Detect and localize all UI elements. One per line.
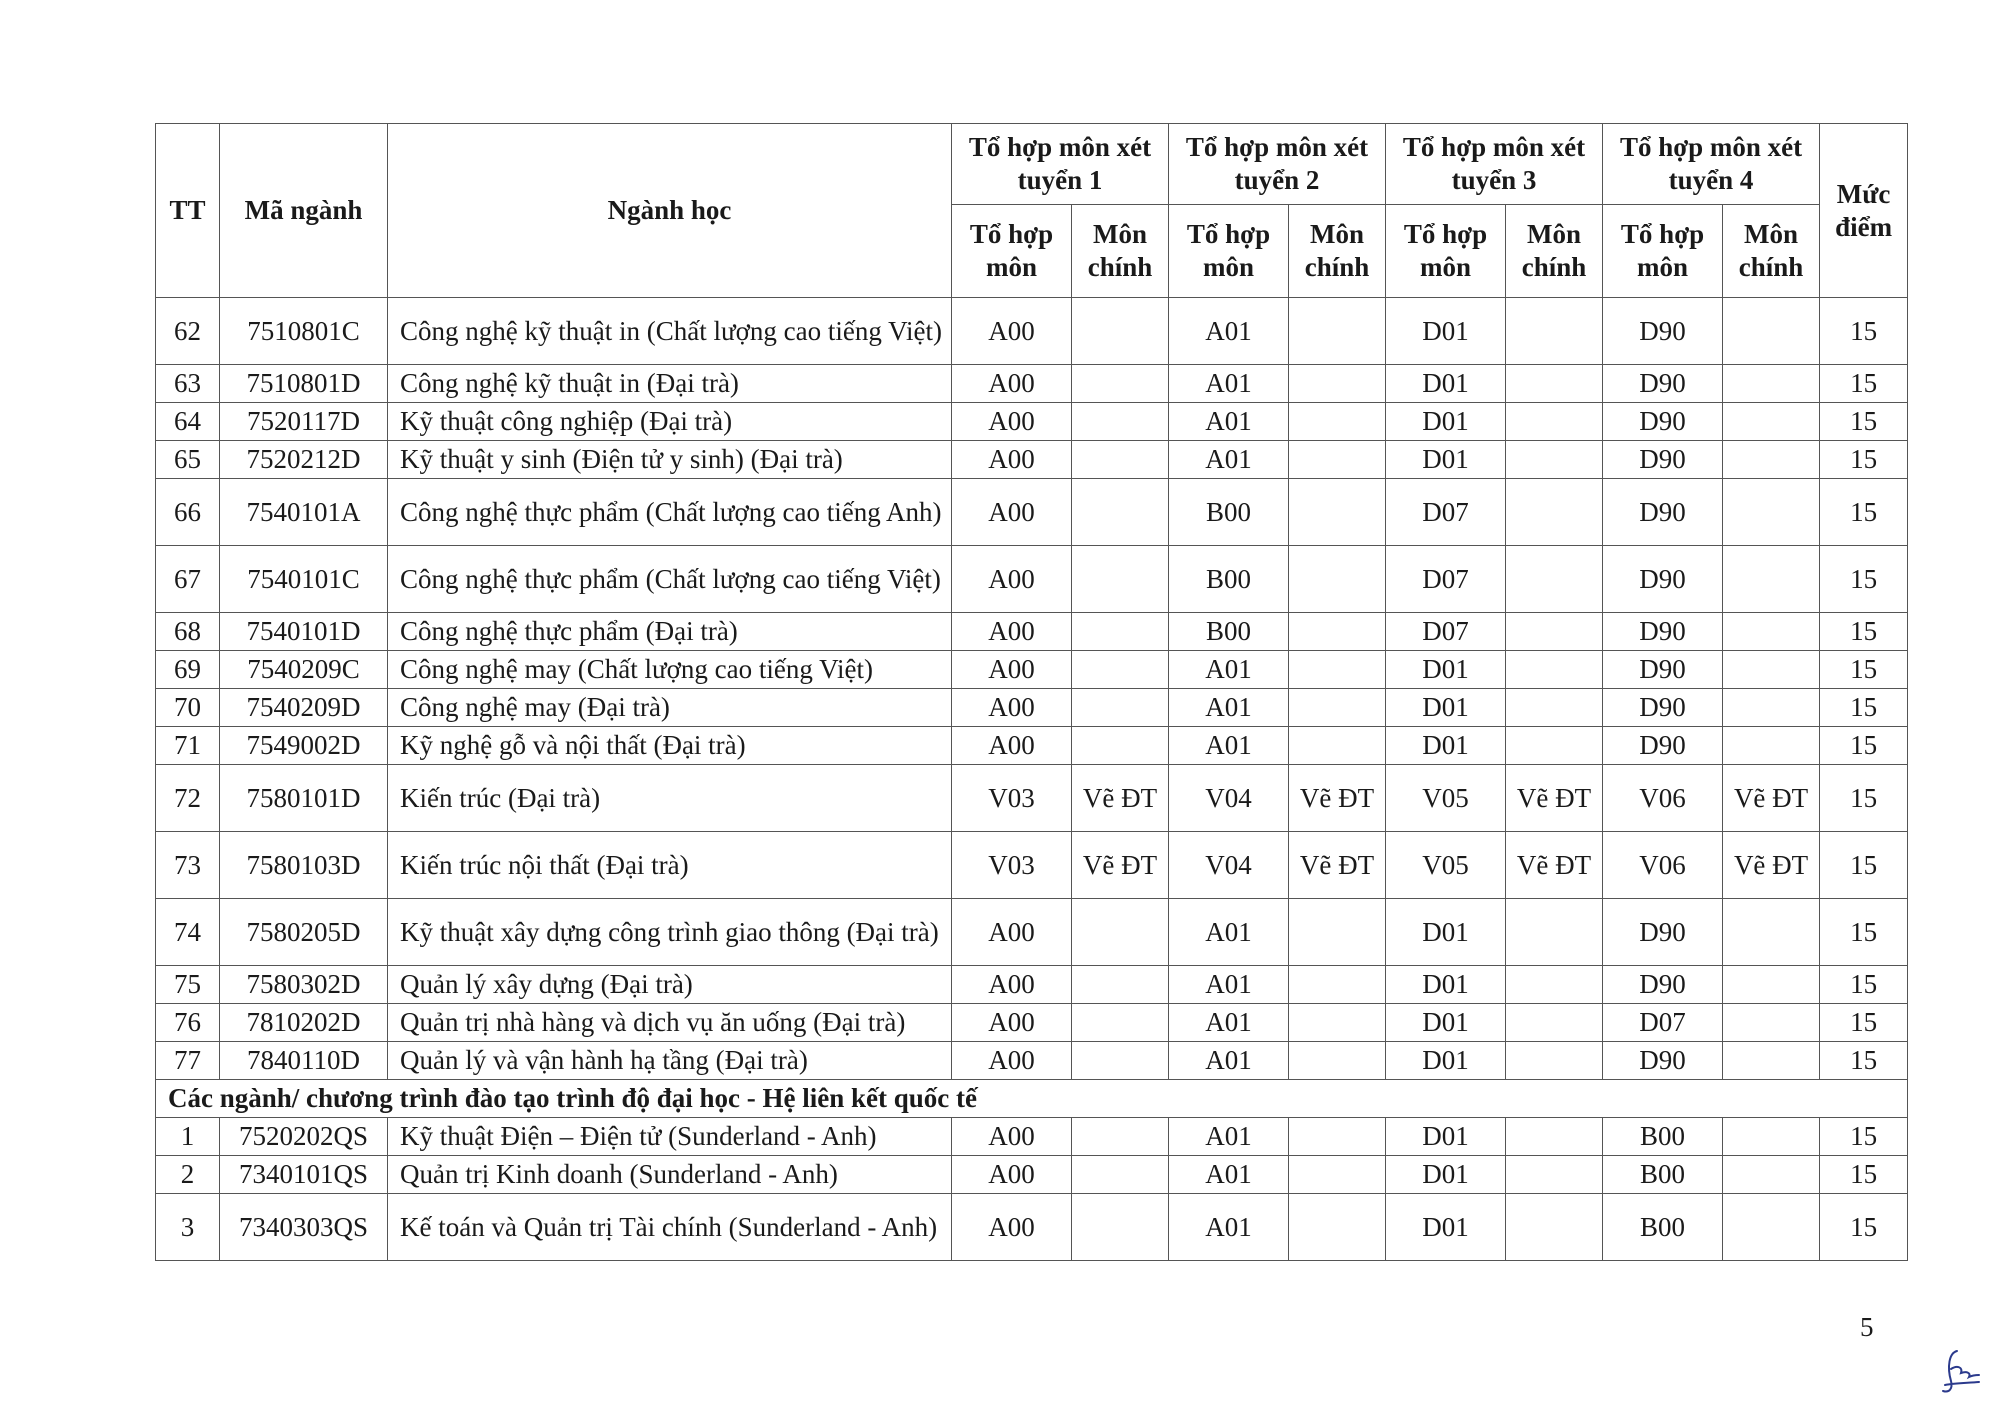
row-main-4 — [1723, 1004, 1820, 1042]
row-main-1 — [1072, 479, 1169, 546]
row-major: Công nghệ thực phẩm (Đại trà) — [388, 613, 952, 651]
row-main-3 — [1506, 441, 1603, 479]
row-combo-1: A00 — [952, 651, 1072, 689]
row-combo-3: D01 — [1386, 966, 1506, 1004]
row-main-3 — [1506, 651, 1603, 689]
row-tt: 76 — [156, 1004, 220, 1042]
row-main-4 — [1723, 966, 1820, 1004]
row-tt: 69 — [156, 651, 220, 689]
row-combo-4: V06 — [1603, 832, 1723, 899]
row-major: Kỹ thuật xây dựng công trình giao thông (Đại trà) — [388, 899, 952, 966]
header-combo-3: Tổ hợp môn — [1386, 205, 1506, 298]
row-code: 7540209D — [220, 689, 388, 727]
table-row — [156, 1156, 1908, 1194]
row-major: Quản lý xây dựng (Đại trà) — [388, 966, 952, 1004]
header-tt: TT — [156, 124, 220, 298]
row-main-3 — [1506, 613, 1603, 651]
header-row-1 — [156, 124, 1908, 205]
row-code: 7540101D — [220, 613, 388, 651]
admission-table — [155, 123, 1908, 1261]
row-tt: 65 — [156, 441, 220, 479]
row-combo-2: A01 — [1169, 1194, 1289, 1261]
row-main-1 — [1072, 966, 1169, 1004]
row-main-1 — [1072, 1156, 1169, 1194]
row-main-3 — [1506, 365, 1603, 403]
header-main-1: Môn chính — [1072, 205, 1169, 298]
table-row — [156, 651, 1908, 689]
row-tt: 75 — [156, 966, 220, 1004]
row-combo-3: D01 — [1386, 365, 1506, 403]
row-combo-4: D90 — [1603, 546, 1723, 613]
row-combo-2: B00 — [1169, 479, 1289, 546]
row-combo-1: A00 — [952, 1194, 1072, 1261]
row-tt: 73 — [156, 832, 220, 899]
row-combo-4: D90 — [1603, 479, 1723, 546]
row-score: 15 — [1820, 899, 1908, 966]
row-major: Công nghệ may (Đại trà) — [388, 689, 952, 727]
row-major: Kỹ nghệ gỗ và nội thất (Đại trà) — [388, 727, 952, 765]
row-major: Kỹ thuật công nghiệp (Đại trà) — [388, 403, 952, 441]
row-combo-1: V03 — [952, 832, 1072, 899]
row-code: 7520202QS — [220, 1118, 388, 1156]
row-tt: 67 — [156, 546, 220, 613]
row-main-3 — [1506, 403, 1603, 441]
row-main-1 — [1072, 546, 1169, 613]
header-group-1: Tổ hợp môn xét tuyển 1 — [952, 124, 1169, 205]
row-combo-4: D90 — [1603, 689, 1723, 727]
row-main-4 — [1723, 298, 1820, 365]
row-tt: 64 — [156, 403, 220, 441]
row-code: 7549002D — [220, 727, 388, 765]
row-combo-1: V03 — [952, 765, 1072, 832]
table-row — [156, 403, 1908, 441]
row-main-3: Vẽ ĐT — [1506, 765, 1603, 832]
row-combo-2: A01 — [1169, 403, 1289, 441]
row-main-2 — [1289, 727, 1386, 765]
row-combo-2: A01 — [1169, 727, 1289, 765]
row-combo-4: B00 — [1603, 1118, 1723, 1156]
row-code: 7520117D — [220, 403, 388, 441]
row-combo-2: B00 — [1169, 546, 1289, 613]
row-main-2 — [1289, 479, 1386, 546]
table-row — [156, 832, 1908, 899]
row-main-2 — [1289, 1118, 1386, 1156]
row-score: 15 — [1820, 966, 1908, 1004]
row-combo-3: D01 — [1386, 651, 1506, 689]
row-score: 15 — [1820, 689, 1908, 727]
row-combo-4: D90 — [1603, 365, 1723, 403]
header-group-3: Tổ hợp môn xét tuyển 3 — [1386, 124, 1603, 205]
table-row — [156, 727, 1908, 765]
row-main-4 — [1723, 651, 1820, 689]
row-score: 15 — [1820, 441, 1908, 479]
row-combo-3: D01 — [1386, 1156, 1506, 1194]
table-row — [156, 441, 1908, 479]
row-major: Công nghệ kỹ thuật in (Đại trà) — [388, 365, 952, 403]
table-row — [156, 365, 1908, 403]
row-combo-1: A00 — [952, 1118, 1072, 1156]
page-number: 5 — [1860, 1312, 1874, 1342]
row-combo-1: A00 — [952, 365, 1072, 403]
row-tt: 62 — [156, 298, 220, 365]
row-score: 15 — [1820, 651, 1908, 689]
row-main-3: Vẽ ĐT — [1506, 832, 1603, 899]
intl-table-body — [156, 1118, 1908, 1261]
row-code: 7510801C — [220, 298, 388, 365]
header-combo-2: Tổ hợp môn — [1169, 205, 1289, 298]
row-main-1 — [1072, 899, 1169, 966]
row-combo-2: V04 — [1169, 832, 1289, 899]
row-major: Kiến trúc (Đại trà) — [388, 765, 952, 832]
table-row — [156, 1042, 1908, 1080]
header-main-2: Môn chính — [1289, 205, 1386, 298]
row-combo-4: D90 — [1603, 1042, 1723, 1080]
row-tt: 3 — [156, 1194, 220, 1261]
row-combo-2: A01 — [1169, 298, 1289, 365]
row-combo-3: D01 — [1386, 899, 1506, 966]
row-score: 15 — [1820, 298, 1908, 365]
row-main-3 — [1506, 966, 1603, 1004]
row-combo-3: D01 — [1386, 403, 1506, 441]
row-main-3 — [1506, 1194, 1603, 1261]
row-main-2 — [1289, 689, 1386, 727]
row-main-3 — [1506, 689, 1603, 727]
row-main-2 — [1289, 546, 1386, 613]
row-combo-3: D07 — [1386, 479, 1506, 546]
table-row — [156, 298, 1908, 365]
signature-mark — [1935, 1345, 1983, 1400]
row-main-2 — [1289, 298, 1386, 365]
row-combo-4: V06 — [1603, 765, 1723, 832]
row-combo-2: A01 — [1169, 1042, 1289, 1080]
row-combo-2: B00 — [1169, 613, 1289, 651]
row-main-3 — [1506, 1118, 1603, 1156]
row-combo-1: A00 — [952, 479, 1072, 546]
row-main-3 — [1506, 727, 1603, 765]
table-body — [156, 298, 1908, 1080]
row-score: 15 — [1820, 1156, 1908, 1194]
row-major: Kỹ thuật Điện – Điện tử (Sunderland - Anh) — [388, 1118, 952, 1156]
row-main-3 — [1506, 546, 1603, 613]
row-main-1 — [1072, 1194, 1169, 1261]
row-score: 15 — [1820, 546, 1908, 613]
row-main-4 — [1723, 899, 1820, 966]
row-main-1 — [1072, 613, 1169, 651]
header-group-4: Tổ hợp môn xét tuyển 4 — [1603, 124, 1820, 205]
row-main-1 — [1072, 1042, 1169, 1080]
row-major: Công nghệ may (Chất lượng cao tiếng Việt) — [388, 651, 952, 689]
row-score: 15 — [1820, 765, 1908, 832]
row-tt: 2 — [156, 1156, 220, 1194]
row-main-4 — [1723, 365, 1820, 403]
row-combo-4: D90 — [1603, 899, 1723, 966]
row-score: 15 — [1820, 1004, 1908, 1042]
row-combo-3: D07 — [1386, 546, 1506, 613]
row-main-4 — [1723, 479, 1820, 546]
row-main-4 — [1723, 1194, 1820, 1261]
row-main-4 — [1723, 403, 1820, 441]
row-code: 7580205D — [220, 899, 388, 966]
row-combo-4: B00 — [1603, 1156, 1723, 1194]
row-code: 7540101A — [220, 479, 388, 546]
row-combo-4: D90 — [1603, 613, 1723, 651]
table-row — [156, 966, 1908, 1004]
row-major: Quản lý và vận hành hạ tầng (Đại trà) — [388, 1042, 952, 1080]
row-main-3 — [1506, 298, 1603, 365]
row-main-2 — [1289, 403, 1386, 441]
row-combo-3: D07 — [1386, 613, 1506, 651]
row-main-1 — [1072, 298, 1169, 365]
row-tt: 72 — [156, 765, 220, 832]
row-code: 7540209C — [220, 651, 388, 689]
table-row — [156, 689, 1908, 727]
row-combo-1: A00 — [952, 441, 1072, 479]
row-score: 15 — [1820, 1118, 1908, 1156]
row-main-1 — [1072, 1004, 1169, 1042]
table-row — [156, 1004, 1908, 1042]
row-combo-4: D90 — [1603, 298, 1723, 365]
row-combo-1: A00 — [952, 613, 1072, 651]
row-main-2 — [1289, 1004, 1386, 1042]
row-main-1 — [1072, 651, 1169, 689]
row-main-1 — [1072, 689, 1169, 727]
row-combo-2: A01 — [1169, 689, 1289, 727]
table-row — [156, 613, 1908, 651]
row-main-4 — [1723, 727, 1820, 765]
row-combo-3: V05 — [1386, 765, 1506, 832]
row-combo-1: A00 — [952, 689, 1072, 727]
row-combo-3: D01 — [1386, 1004, 1506, 1042]
row-combo-2: V04 — [1169, 765, 1289, 832]
row-major: Kiến trúc nội thất (Đại trà) — [388, 832, 952, 899]
row-main-4 — [1723, 689, 1820, 727]
row-main-1 — [1072, 403, 1169, 441]
row-code: 7510801D — [220, 365, 388, 403]
row-main-4 — [1723, 613, 1820, 651]
row-combo-2: A01 — [1169, 899, 1289, 966]
row-main-2 — [1289, 1194, 1386, 1261]
row-combo-3: D01 — [1386, 1118, 1506, 1156]
header-main-4: Môn chính — [1723, 205, 1820, 298]
row-major: Công nghệ thực phẩm (Chất lượng cao tiếng Anh) — [388, 479, 952, 546]
row-main-4 — [1723, 1156, 1820, 1194]
row-combo-1: A00 — [952, 899, 1072, 966]
header-group-2: Tổ hợp môn xét tuyển 2 — [1169, 124, 1386, 205]
row-main-2: Vẽ ĐT — [1289, 765, 1386, 832]
row-combo-1: A00 — [952, 1004, 1072, 1042]
row-combo-1: A00 — [952, 966, 1072, 1004]
row-code: 7340303QS — [220, 1194, 388, 1261]
row-combo-2: A01 — [1169, 966, 1289, 1004]
row-main-3 — [1506, 899, 1603, 966]
row-major: Công nghệ thực phẩm (Chất lượng cao tiếng Việt) — [388, 546, 952, 613]
row-code: 7580103D — [220, 832, 388, 899]
row-score: 15 — [1820, 613, 1908, 651]
row-main-1: Vẽ ĐT — [1072, 765, 1169, 832]
row-code: 7340101QS — [220, 1156, 388, 1194]
row-main-4 — [1723, 1118, 1820, 1156]
row-combo-3: D01 — [1386, 1194, 1506, 1261]
row-combo-1: A00 — [952, 546, 1072, 613]
header-combo-1: Tổ hợp môn — [952, 205, 1072, 298]
table-row — [156, 899, 1908, 966]
row-score: 15 — [1820, 727, 1908, 765]
row-tt: 66 — [156, 479, 220, 546]
row-code: 7580101D — [220, 765, 388, 832]
row-major: Kỹ thuật y sinh (Điện tử y sinh) (Đại trà) — [388, 441, 952, 479]
row-main-3 — [1506, 1042, 1603, 1080]
row-combo-3: D01 — [1386, 689, 1506, 727]
row-main-1 — [1072, 1118, 1169, 1156]
row-major: Quản trị nhà hàng và dịch vụ ăn uống (Đại trà) — [388, 1004, 952, 1042]
header-main-3: Môn chính — [1506, 205, 1603, 298]
row-main-2: Vẽ ĐT — [1289, 832, 1386, 899]
header-combo-4: Tổ hợp môn — [1603, 205, 1723, 298]
row-combo-1: A00 — [952, 727, 1072, 765]
row-code: 7840110D — [220, 1042, 388, 1080]
row-score: 15 — [1820, 403, 1908, 441]
table-row — [156, 479, 1908, 546]
table-row — [156, 546, 1908, 613]
row-combo-1: A00 — [952, 403, 1072, 441]
section-row — [156, 1080, 1908, 1118]
row-combo-2: A01 — [1169, 651, 1289, 689]
row-tt: 71 — [156, 727, 220, 765]
row-combo-4: D07 — [1603, 1004, 1723, 1042]
row-main-4 — [1723, 1042, 1820, 1080]
row-combo-3: V05 — [1386, 832, 1506, 899]
row-major: Quản trị Kinh doanh (Sunderland - Anh) — [388, 1156, 952, 1194]
row-main-2 — [1289, 441, 1386, 479]
row-combo-4: D90 — [1603, 403, 1723, 441]
row-main-2 — [1289, 966, 1386, 1004]
row-main-3 — [1506, 1156, 1603, 1194]
row-main-4: Vẽ ĐT — [1723, 765, 1820, 832]
row-code: 7580302D — [220, 966, 388, 1004]
row-tt: 77 — [156, 1042, 220, 1080]
row-main-3 — [1506, 479, 1603, 546]
row-combo-4: D90 — [1603, 651, 1723, 689]
row-code: 7810202D — [220, 1004, 388, 1042]
row-combo-2: A01 — [1169, 441, 1289, 479]
row-combo-1: A00 — [952, 298, 1072, 365]
row-main-1 — [1072, 365, 1169, 403]
row-main-3 — [1506, 1004, 1603, 1042]
row-score: 15 — [1820, 1042, 1908, 1080]
row-combo-3: D01 — [1386, 727, 1506, 765]
row-score: 15 — [1820, 832, 1908, 899]
row-combo-4: D90 — [1603, 966, 1723, 1004]
row-code: 7520212D — [220, 441, 388, 479]
header-code: Mã ngành — [220, 124, 388, 298]
row-main-2 — [1289, 1156, 1386, 1194]
row-score: 15 — [1820, 479, 1908, 546]
row-combo-2: A01 — [1169, 1004, 1289, 1042]
row-main-1 — [1072, 727, 1169, 765]
row-main-2 — [1289, 365, 1386, 403]
row-main-4: Vẽ ĐT — [1723, 832, 1820, 899]
row-major: Công nghệ kỹ thuật in (Chất lượng cao tiếng Việt) — [388, 298, 952, 365]
row-score: 15 — [1820, 1194, 1908, 1261]
row-combo-3: D01 — [1386, 1042, 1506, 1080]
row-combo-4: D90 — [1603, 727, 1723, 765]
row-main-2 — [1289, 899, 1386, 966]
admission-table-container — [155, 123, 1907, 1261]
row-score: 15 — [1820, 365, 1908, 403]
row-main-2 — [1289, 613, 1386, 651]
row-tt: 70 — [156, 689, 220, 727]
row-tt: 1 — [156, 1118, 220, 1156]
row-major: Kế toán và Quản trị Tài chính (Sunderland - Anh) — [388, 1194, 952, 1261]
row-combo-2: A01 — [1169, 1156, 1289, 1194]
row-main-2 — [1289, 651, 1386, 689]
row-combo-1: A00 — [952, 1156, 1072, 1194]
row-main-1: Vẽ ĐT — [1072, 832, 1169, 899]
row-main-4 — [1723, 441, 1820, 479]
row-combo-1: A00 — [952, 1042, 1072, 1080]
section-title: Các ngành/ chương trình đào tạo trình độ đại học - Hệ liên kết quốc tế — [156, 1080, 1908, 1118]
row-combo-3: D01 — [1386, 298, 1506, 365]
row-tt: 63 — [156, 365, 220, 403]
table-row — [156, 1118, 1908, 1156]
row-tt: 74 — [156, 899, 220, 966]
row-main-2 — [1289, 1042, 1386, 1080]
row-code: 7540101C — [220, 546, 388, 613]
header-score: Mức điểm — [1820, 124, 1908, 298]
row-combo-4: D90 — [1603, 441, 1723, 479]
table-row — [156, 765, 1908, 832]
header-major: Ngành học — [388, 124, 952, 298]
row-main-1 — [1072, 441, 1169, 479]
row-main-4 — [1723, 546, 1820, 613]
row-combo-4: B00 — [1603, 1194, 1723, 1261]
row-combo-2: A01 — [1169, 365, 1289, 403]
row-tt: 68 — [156, 613, 220, 651]
section-body — [156, 1080, 1908, 1118]
row-combo-2: A01 — [1169, 1118, 1289, 1156]
row-combo-3: D01 — [1386, 441, 1506, 479]
table-row — [156, 1194, 1908, 1261]
